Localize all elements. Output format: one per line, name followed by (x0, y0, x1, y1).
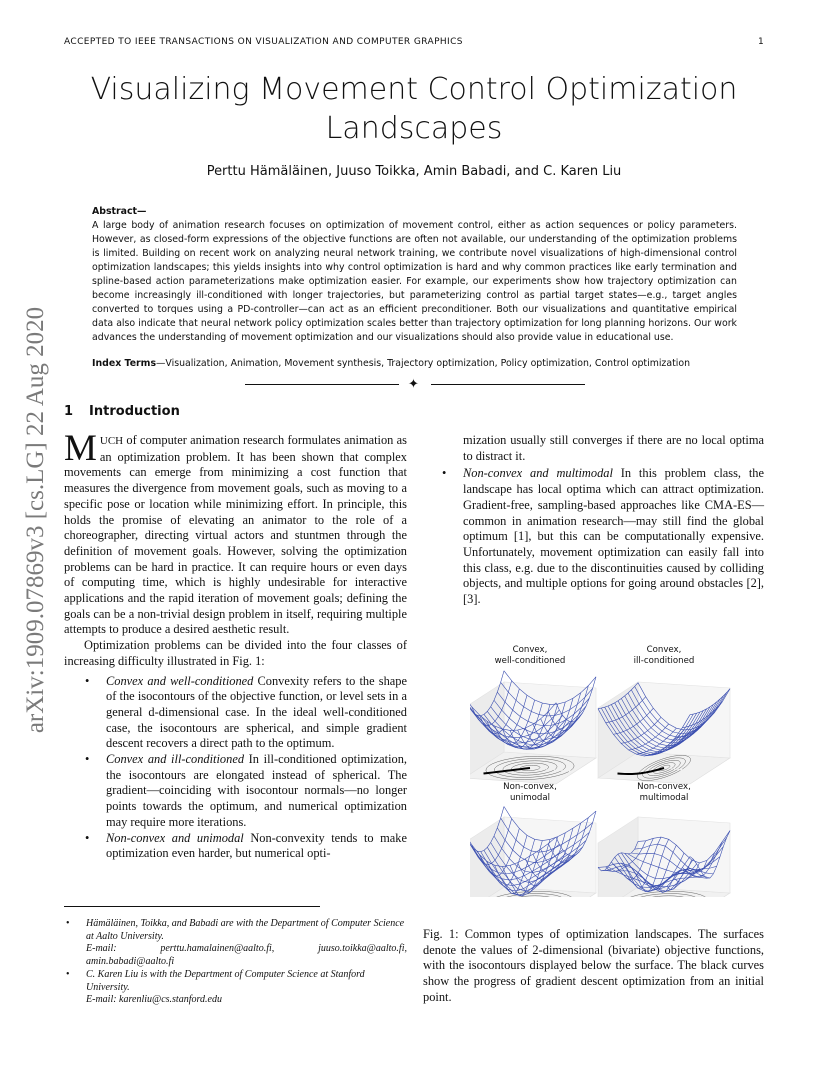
abstract-text: A large body of animation research focuses on optimization of movement control, either as action sequences or policy parameters. However, as closed-form expressions of the objective functions are often not available, our understanding of the optimization problems is limited. Building on recent work on analyzing neural network training, we contribute novel visualizations of high-dimensional control optimization landscapes; this yields insights into why control optimization is hard and why common practices like early termination and spline-based action parameterizations make optimization easier. For example, our experiments show how trajectory optimization can become increasingly ill-conditioned with longer trajectories, but parameterizing control as partial target states—e.g., target angles converted to torques using a PD-controller—can act as an efficient preconditioner. Both our visualizations and quantitative empirical data also indicate that neural network policy optimization scales better than trajectory optimization for long planning horizons. Our work advances the understanding of movement optimization and our visualizations should also provide value in educational use. (92, 220, 737, 343)
bullet-term: Convex and ill-conditioned (106, 752, 245, 767)
bullet-text: In this problem class, the landscape has local optima which can attract optimization. Gradient-free, sampling-based approaches like CMA-ES—common in animation research—may still find the global optimum [1], but this can be computationally expensive. Unfortunately, movement optimization can easily fall into this class, e.g. due to the discontinuities caused by colliding objects, and multiple options for going around obstacles [2], [3]. (463, 466, 764, 607)
footnote-item (86, 969, 407, 1007)
footnote-item (86, 918, 407, 968)
index-terms-text: —Visualization, Animation, Movement synthesis, Trajectory optimization, Policy optimization, Control optimization (156, 358, 691, 369)
divider-line-right (431, 384, 585, 385)
panel-title-line: Convex, (646, 645, 682, 655)
page-number: 1 (758, 37, 764, 47)
list-item (106, 752, 407, 831)
bullet-text: In ill-conditioned optimization, the isocontours are elongated instead of spherical. The gradient—coinciding with isocontour normals—no longer points towards the optimum, and numerical optimization may require more iterations. (106, 752, 407, 829)
intro-paragraph-1 (64, 428, 407, 638)
problem-class-list (64, 674, 407, 862)
panel-title-line: Non-convex, (503, 782, 557, 792)
drop-cap: M (64, 428, 97, 469)
list-item (463, 466, 764, 607)
bullet-text: Convexity refers to the shape of the isocontours of the objective function, or level sets in a general d-dimensional case. In the ideal well-conditioned case, the isocontours are spherical, and simple gradient descent recovers a direct path to the optimum. (106, 673, 407, 751)
side-wall (598, 817, 638, 897)
footnotes (64, 918, 407, 1008)
problem-class-list-continued (423, 466, 764, 607)
panel-title-line: Non-convex, (637, 782, 691, 792)
email-address: amin.babadi@aalto.fi (86, 955, 175, 967)
index-terms-label: Index Terms (92, 358, 157, 369)
list-item (106, 831, 407, 862)
figure-caption: Fig. 1: Common types of optimization landscapes. The surfaces denote the values of 2-dimensional (bivariate) objective functions, with the isocontours displayed below the surface. The black curves show the progress of gradient descent optimization from an initial point. (423, 927, 764, 1004)
title-line-1: Visualizing Movement Control Optimization (90, 72, 738, 107)
footnote-text: C. Karen Liu is with the Department of Computer Science at Stanford University. (86, 969, 365, 993)
list-item (106, 674, 407, 753)
email-address: juuso.toikka@aalto.fi, (318, 943, 407, 954)
bullet-term: Non-convex and unimodal (106, 830, 244, 845)
abstract (92, 205, 737, 345)
figure-1 (470, 642, 770, 897)
panel-title-line: unimodal (509, 793, 551, 803)
right-column (423, 433, 764, 608)
index-terms (92, 357, 737, 371)
paper-title (64, 70, 764, 148)
bullet-text: Non-convexity tends to make optimization even harder, but numerical opti- (106, 830, 408, 861)
divider-line-left (245, 384, 399, 385)
section-heading (64, 404, 180, 419)
section-divider (245, 377, 585, 391)
email-address: perttu.hamalainen@aalto.fi, (160, 943, 275, 954)
running-header: ACCEPTED TO IEEE TRANSACTIONS ON VISUALIZATION AND COMPUTER GRAPHICS (64, 37, 463, 47)
diamond-ornament-icon: ✦ (408, 376, 419, 391)
author-list: Perttu Hämäläinen, Juuso Toikka, Amin Babadi, and C. Karen Liu (206, 164, 622, 179)
title-line-2: Landscapes (325, 111, 503, 146)
intro-paragraph-1-text: of computer animation research formulates animation as an optimization problem. It has been shown that complex movements can emerge from minimizing a cost function that measures the divergence from movement goals, such as moving to a specific pose or location while minimizing effort. In principle, this holds the promise of elevating an animator to the role of a choreographer, directing virtual actors and stuntmen through the definition of movement goals. However, solving the optimization problems can be hard in practice. It can require hours or even days of computing time, which is highly undesirable for interactive applications and the rapid iteration of movement goals; defining the goals can be a non-trivial design problem in itself, requiring multiple attempts to produce a desired aesthetic result. (64, 433, 407, 637)
abstract-label: Abstract— (92, 206, 147, 217)
footnote-rule (64, 906, 320, 907)
small-caps-lead: UCH (99, 435, 124, 447)
footnote-email-row (86, 943, 407, 956)
back-wall (638, 682, 730, 758)
left-column (64, 428, 408, 862)
bullet-continuation: mization usually still converges if there are no local optima to distract it. (463, 433, 764, 463)
email-label: E-mail: (86, 943, 117, 954)
section-number: 1 (64, 404, 74, 419)
section-title: Introduction (89, 404, 180, 419)
panel-title-line: ill-conditioned (633, 656, 695, 666)
panel-title-line: Convex, (512, 645, 548, 655)
footnote-text: Hämäläinen, Toikka, and Babadi are with the Department of Computer Science at Aalto University. (86, 918, 405, 942)
bullet-term: Non-convex and multimodal (463, 466, 613, 481)
panel-title-line: multimodal (639, 793, 689, 803)
panel-title-line: well-conditioned (494, 656, 566, 666)
landscape-plots (470, 642, 770, 897)
intro-paragraph-2: Optimization problems can be divided into the four classes of increasing difficulty illustrated in Fig. 1: (64, 638, 407, 668)
bullet-term: Convex and well-conditioned (106, 673, 254, 688)
footnote-email: E-mail: karenliu@cs.stanford.edu (86, 994, 222, 1005)
arxiv-stamp: arXiv:1909.07869v3 [cs.LG] 22 Aug 2020 (22, 306, 49, 734)
side-wall (470, 817, 504, 897)
